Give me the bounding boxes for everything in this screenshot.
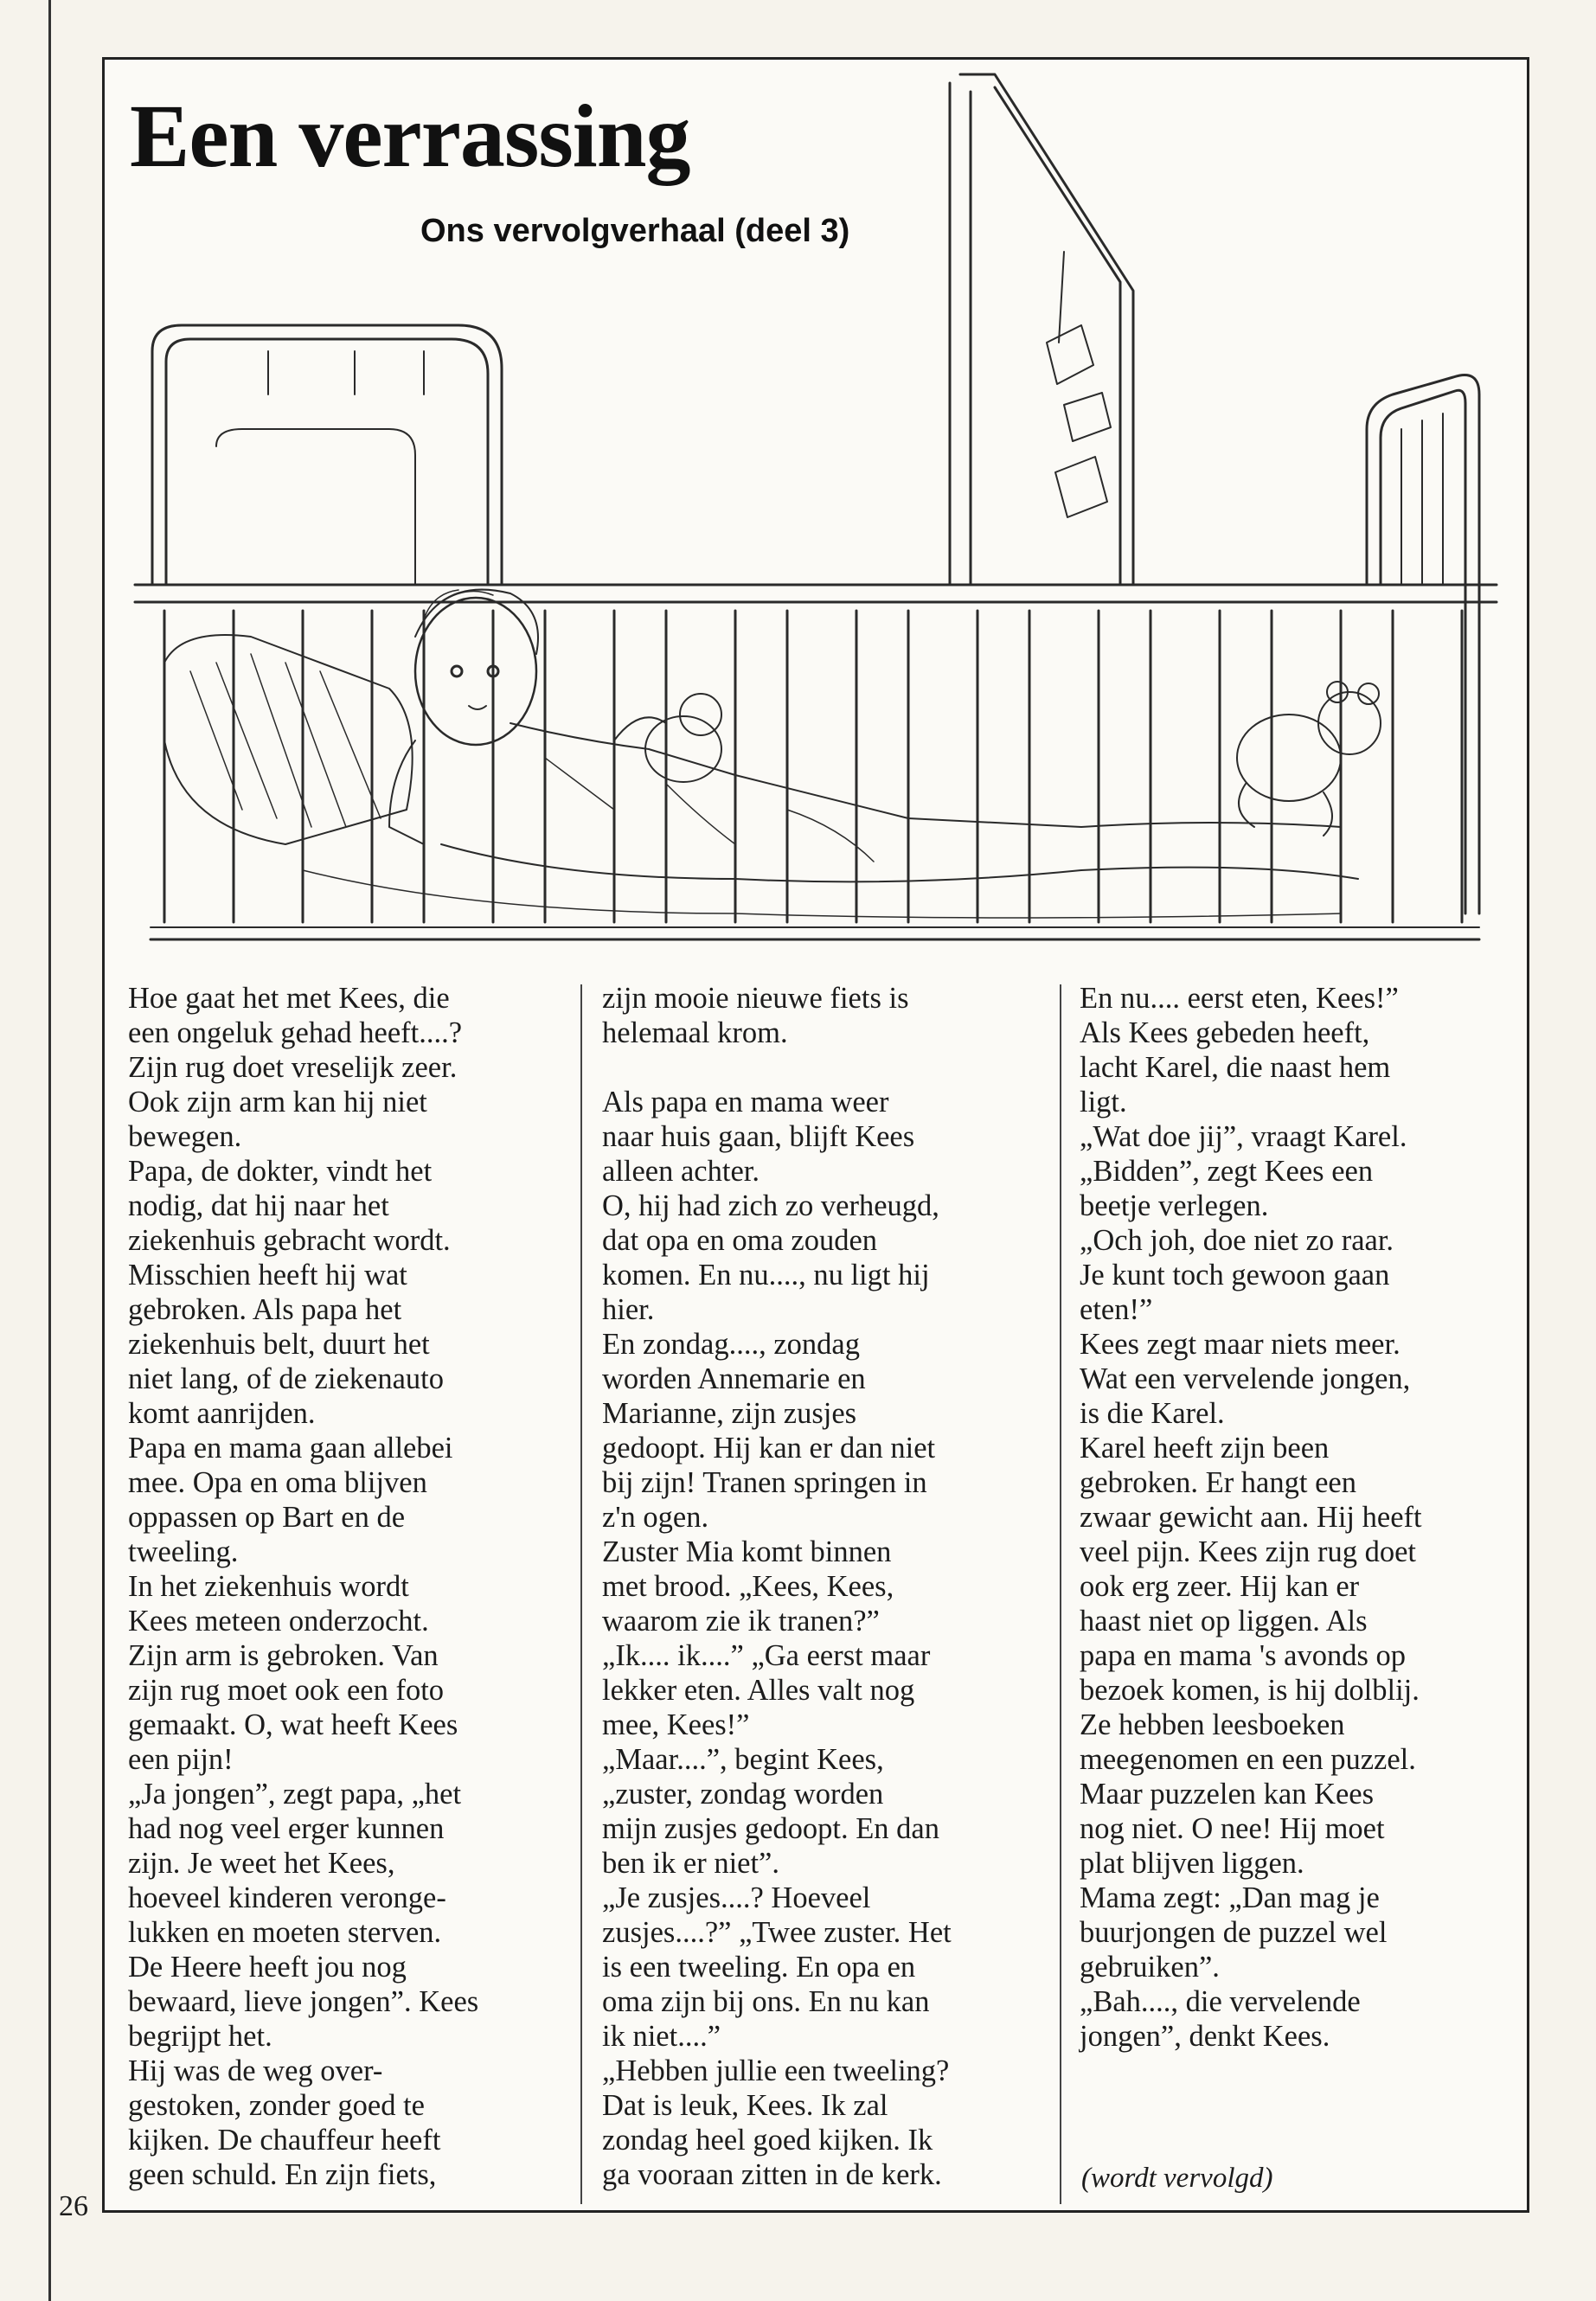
article-subtitle: Ons vervolgverhaal (deel 3) [420,213,850,249]
paragraph: En nu.... eerst eten, Kees!” Als Kees gebeden heeft, lacht Karel, die naast hem ligt. „Wat doe jij”, vraagt Karel. „Bidden”, zegt Kees een beetje verlegen. „Och joh, doe niet zo raar. Je kunt toch gewoon gaan eten!” Kees zegt maar niets meer. Wat een vervelende jongen, is die Karel. Karel heeft zijn been gebroken. Er hangt een zwaar gewicht aan. Hij heeft veel pijn. Kees zijn rug doet ook erg zeer. Hij kan er haast niet op liggen. Als papa en mama 's avonds op bezoek komen, is hij dolblij. Ze hebben leesboeken meegenomen en een puzzel. Maar puzzelen kan Kees nog niet. O nee! Hij moet plat blijven liggen. Mama zegt: „Dan mag je buurjongen de puzzel wel gebruiken”. „Bah...., die vervelende jongen”, denkt Kees. [1080,982,1422,2053]
left-margin-rule [48,0,51,2301]
column-divider [1060,984,1061,2204]
continued-note: (wordt vervolgd) [1081,2163,1273,2194]
article-title: Een verrassing [130,87,690,186]
text-column-2 [602,981,1043,2192]
text-column-3 [1080,981,1521,2192]
page-number: 26 [59,2190,88,2222]
paragraph: Hoe gaat het met Kees, die een ongeluk gehad heeft....? Zijn rug doet vreselijk zeer. Ook zijn arm kan hij niet bewegen. Papa, de dokter, vindt het nodig, dat hij naar het ziekenhuis gebracht wordt. Misschien heeft hij wat gebroken. Als papa het ziekenhuis belt, duurt het niet lang, of de ziekenauto komt aanrijden. Papa en mama gaan allebei mee. Opa en oma blijven oppassen op Bart en de tweeling. In het ziekenhuis wordt Kees meteen onderzocht. Zijn arm is gebroken. Van zijn rug moet ook een foto gemaakt. O, wat heeft Kees een pijn! „Ja jongen”, zegt papa, „het had nog veel erger kunnen zijn. Je weet het Kees, hoeveel kinderen veronge- lukken en moeten sterven. De Heere heeft jou nog bewaard, lieve jongen”. Kees begrijpt het. Hij was de weg over- gestoken, zonder goed te kijken. De chauffeur heeft geen schuld. En zijn fiets, [128,982,479,2191]
paragraph: zijn mooie nieuwe fiets is helemaal krom. [602,982,909,1049]
hospital-bed-illustration [130,66,1514,965]
paragraph: Als papa en mama weer naar huis gaan, blijft Kees alleen achter. O, hij had zich zo verheugd, dat opa en oma zouden komen. En nu...., nu ligt hij hier. En zondag...., zondag worden Annemarie en Marianne, zijn zusjes gedoopt. Hij kan er dan niet bij zijn! Tranen springen in z'n ogen. Zuster Mia komt binnen met brood. „Kees, Kees, waarom zie ik tranen?” „Ik.... ik....” „Ga eerst maar lekker eten. Alles valt nog mee, Kees!” „Maar....”, begint Kees, „zuster, zondag worden mijn zusjes gedoopt. En dan ben ik er niet”. „Je zusjes....? Hoeveel zusjes....?” „Twee zuster. Het is een tweeling. En opa en oma zijn bij ons. En nu kan ik niet....” „Hebben jullie een tweeling? Dat is leuk, Kees. Ik zal zondag heel goed kijken. Ik ga vooraan zitten in de kerk. [602,1086,952,2191]
column-divider [580,984,582,2204]
text-column-1 [128,981,569,2192]
